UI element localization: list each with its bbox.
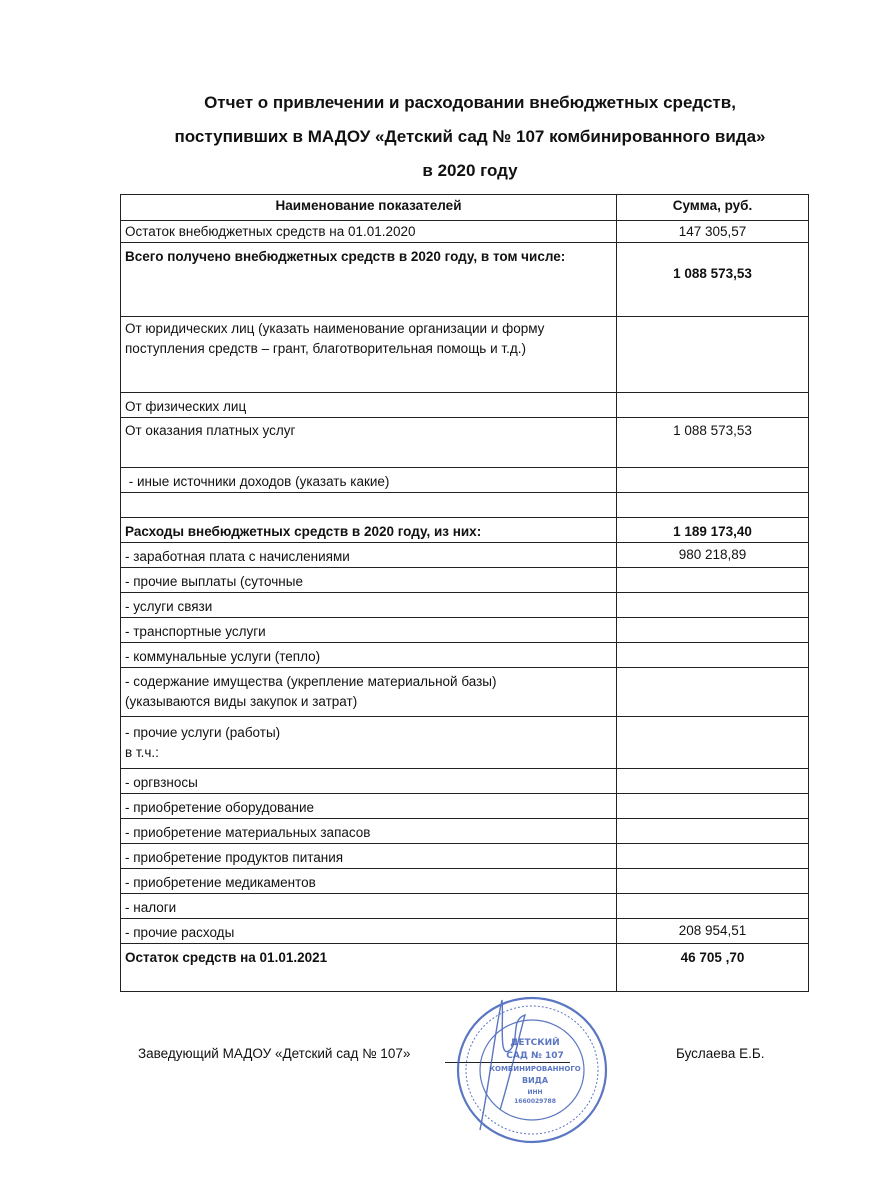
- row-label: - приобретение оборудование: [121, 794, 617, 819]
- row-label: - прочие расходы: [121, 919, 617, 944]
- table-row: [121, 944, 809, 992]
- row-value: [617, 493, 809, 518]
- report-table: [120, 194, 809, 992]
- row-label-multi: [121, 668, 617, 717]
- row-label: - приобретение продуктов питания: [121, 844, 617, 869]
- table-row: [121, 819, 809, 844]
- header-name: Наименование показателей: [121, 195, 617, 221]
- row-value: 208 954,51: [617, 919, 809, 944]
- row-label-multi: [121, 717, 617, 769]
- row-value: 1 088 573,53: [617, 418, 809, 468]
- row-value: 1 088 573,53: [617, 243, 809, 317]
- row-value: [617, 643, 809, 668]
- stamp-line-2: САД № 107: [506, 1051, 564, 1061]
- table-row: [121, 643, 809, 668]
- row-label: От юридических лиц (указать наименование организации и форму поступления средств – грант, благотворительная помощь и т.д.): [121, 317, 617, 393]
- stamp-line-4: ВИДА: [521, 1076, 549, 1085]
- table-row: [121, 769, 809, 794]
- row-value: 980 218,89: [617, 543, 809, 568]
- row-label: [121, 493, 617, 518]
- row-label: Расходы внебюджетных средств в 2020 году, из них:: [121, 518, 617, 543]
- title-line-1: Отчет о привлечении и расходовании внебюджетных средств,: [204, 93, 736, 112]
- stamp-line-6: 1660029788: [514, 1098, 556, 1105]
- row-label: - содержание имущества (укрепление материальной базы): [125, 674, 497, 689]
- row-value: [617, 393, 809, 418]
- row-value: 46 705 ,70: [617, 944, 809, 992]
- stamp-line-1: ДЕТСКИЙ: [510, 1038, 560, 1048]
- row-value: [617, 869, 809, 894]
- table-row: [121, 919, 809, 944]
- row-label: - налоги: [121, 894, 617, 919]
- row-label: - оргвзносы: [121, 769, 617, 794]
- row-label: - коммунальные услуги (тепло): [121, 643, 617, 668]
- row-value: [617, 468, 809, 493]
- table-row: [121, 543, 809, 568]
- row-label-line-2: в т.ч.:: [125, 745, 159, 760]
- table-row: [121, 618, 809, 643]
- table-row: [121, 593, 809, 618]
- report-title: [100, 86, 840, 188]
- row-label: - услуги связи: [121, 593, 617, 618]
- row-label-line-2: (указываются виды закупок и затрат): [125, 694, 358, 709]
- row-value: [617, 794, 809, 819]
- row-value: [617, 819, 809, 844]
- row-value: [617, 844, 809, 869]
- table-row: [121, 794, 809, 819]
- official-stamp: [440, 990, 615, 1150]
- row-value: [617, 317, 809, 393]
- table-row: [121, 668, 809, 717]
- row-value: [617, 668, 809, 717]
- row-value: [617, 717, 809, 769]
- table-row: [121, 894, 809, 919]
- row-label: - иные источники доходов (указать какие): [121, 468, 617, 493]
- table-row: [121, 317, 809, 393]
- table-row: [121, 493, 809, 518]
- table-row: [121, 393, 809, 418]
- row-label: - прочие услуги (работы): [125, 725, 281, 740]
- row-label: От оказания платных услуг: [121, 418, 617, 468]
- table-row: [121, 243, 809, 317]
- header-sum: Сумма, руб.: [617, 195, 809, 221]
- row-value: [617, 769, 809, 794]
- table-row: [121, 844, 809, 869]
- table-row: [121, 717, 809, 769]
- stamp-line-5: ИНН: [527, 1089, 543, 1096]
- row-label: Всего получено внебюджетных средств в 2020 году, в том числе:: [121, 243, 617, 317]
- row-label: - прочие выплаты (суточные: [121, 568, 617, 593]
- signatory-name: Буслаева Е.Б.: [676, 1046, 765, 1061]
- table-row: [121, 468, 809, 493]
- table-row: [121, 568, 809, 593]
- signatory-position: Заведующий МАДОУ «Детский сад № 107»: [138, 1046, 411, 1061]
- row-value: [617, 894, 809, 919]
- title-line-3: в 2020 году: [422, 161, 518, 180]
- table-row: [121, 518, 809, 543]
- row-label: - приобретение материальных запасов: [121, 819, 617, 844]
- title-line-2: поступивших в МАДОУ «Детский сад № 107 комбинированного вида»: [174, 127, 766, 146]
- row-label: - заработная плата с начислениями: [121, 543, 617, 568]
- row-value: [617, 593, 809, 618]
- row-label: - транспортные услуги: [121, 618, 617, 643]
- row-label: От физических лиц: [121, 393, 617, 418]
- row-value: 147 305,57: [617, 221, 809, 243]
- row-label: Остаток внебюджетных средств на 01.01.2020: [121, 221, 617, 243]
- stamp-line-3: КОМБИНИРОВАННОГО: [489, 1065, 581, 1073]
- row-value: [617, 568, 809, 593]
- row-value: [617, 618, 809, 643]
- row-value: 1 189 173,40: [617, 518, 809, 543]
- row-label: - приобретение медикаментов: [121, 869, 617, 894]
- table-row: [121, 869, 809, 894]
- row-label: Остаток средств на 01.01.2021: [121, 944, 617, 992]
- table-row: [121, 418, 809, 468]
- table-header-row: [121, 195, 809, 221]
- table-row: [121, 221, 809, 243]
